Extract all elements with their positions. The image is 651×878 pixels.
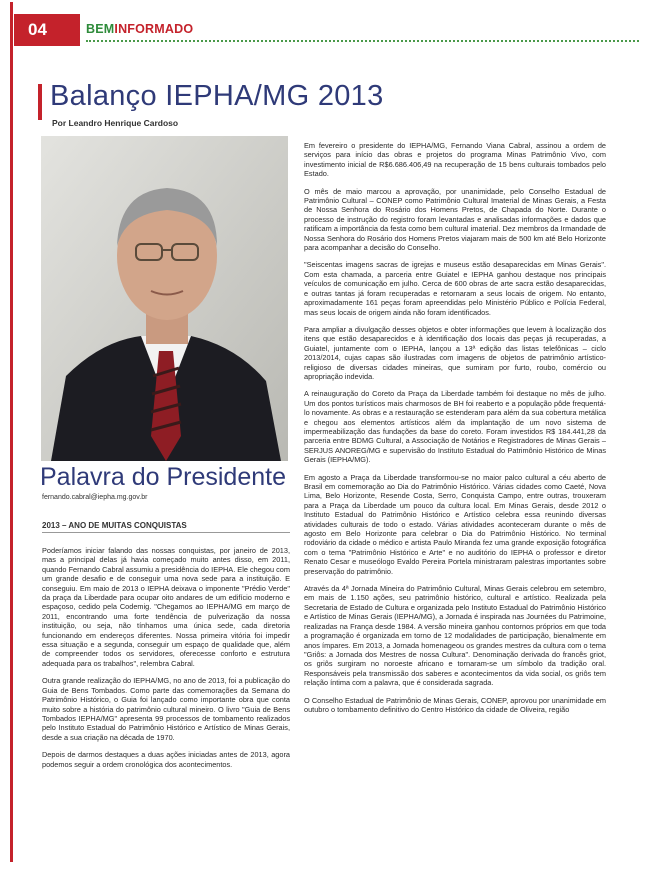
president-portrait-photo [41,136,288,461]
paragraph: A reinauguração do Coreto da Praça da Liberdade também foi destaque no mês de julho. Um dos pontos turísticos mais charmosos de BH foi reaberto e a população pôde frequentá-lo novamente. As obras e a restauração se estenderam para além da sua cobertura metálica e chegou aos elementos artísticos além da implantação de um novo sistema de impermeabilização das fundações da base do coreto. Foram investidos R$ 184.441,28 da parceria entre BDMG Cultural, a Associação de Notários e Registradores de Minas Gerais – SERJUS ANOREG/MG e supervisão do Instituto Estadual do Patrimônio Histórico de Minas Gerais (IEPHA/MG). [304,389,606,465]
left-margin-rule [10,2,13,862]
paragraph: Através da 4ª Jornada Mineira do Patrimônio Cultural, Minas Gerais celebrou em setembro, em mais de 1.150 ações, seu patrimônio histórico, cultural e artístico. Realizada pela Secretaria de Estado de Cultura e organizada pelo Instituto Estadual do Patrimônio Histórico e Artístico de Minas Gerais (IEPHA/MG), a Jornada é inspirada nas Journées du Patrimoine, realizadas na França desde 1984. A versão mineira ganhou contornos próprios em que toda a programação é organizada em torno de 12 modalidades de participação, bienalmente em anos ímpares. Em 2013, a Jornada homenageou os grandes mestres da cultura com o tema "Griôs: a Jornada dos Mestres de nossa Cultura". Denominação derivada do francês griot, os griôs surgiram no noroeste africano e tornaram-se um símbolo da tradição oral. Responsáveis pela transmissão dos saberes e acontecimentos da vida social, os griôs tem relação íntima com a palavra, que é considerada sagrada. [304,584,606,688]
president-section-heading: Palavra do Presidente [40,463,286,491]
paragraph: Outra grande realização do IEPHA/MG, no ano de 2013, foi a publicação do Guia de Bens Tombados. Como parte das comemorações da Semana do Patrimônio Histórico, o Guia foi lançado como importante obra que conta muito sobre a história do patrimônio cultural mineiro. O livro "Guia de Bens Tombados IEPHA/MG" apresenta 99 processos de tombamento realizados pelo Instituto Estadual do Patrimônio Histórico e Artístico de Minas Gerais, desde a sua criação na década de 1970. [42,676,290,742]
subtitle-divider [42,532,290,533]
paragraph: Em agosto a Praça da Liberdade transformou-se no maior palco cultural a céu aberto de Brasil em comemoração ao Dia do Patrimônio Histórico. Várias cidades como Caeté, Nova Lima, Belo Horizonte, Resende Costa, Serro, Conquista Campo, entre outras, trouxeram para a Praça da Liberdade um pouco da cultura local. Em Minas Gerais, desde 2012 o Instituto Estadual do Patrimônio Histórico e Artístico celebra essa reunindo diversas atividades culturais de todo o estado. Várias atividades aconteceram durante o mês de agosto em Belo Horizonte para celebrar o Dia do Patrimônio Histórico. No terminal rodoviário da cidade o médico e artista Paulo Miranda fez uma grande exposição fotográfica com o tema "Patrimônio Histórico e Arte" e no auditório do IEPHA o professor e diretor Renato Cesar e museólogo Evaldo Pereira Portela ministraram palestras importantes sobre preservação do patrimônio. [304,472,606,576]
right-text-column [304,141,606,722]
president-email[interactable]: fernando.cabral@iepha.mg.gov.br [42,494,148,501]
header-dotted-divider [86,40,639,42]
page-number: 04 [14,14,80,46]
brand-part-bem: BEM [86,22,115,36]
article-byline: Por Leandro Henrique Cardoso [52,118,179,128]
brand-part-informado: INFORMADO [114,22,194,36]
left-text-column [42,546,290,777]
section-subtitle: 2013 – ANO DE MUITAS CONQUISTAS [42,521,187,530]
article-title: Balanço IEPHA/MG 2013 [50,80,384,112]
paragraph: O Conselho Estadual de Patrimônio de Minas Gerais, CONEP, aprovou por unanimidade em outubro o tombamento definitivo do Centro Histórico da cidade de Oliveira, região [304,695,606,714]
magazine-brand [86,22,193,36]
paragraph: Depois de darmos destaques a duas ações iniciadas antes de 2013, agora podemos seguir a ordem cronológica dos acontecimentos. [42,750,290,769]
paragraph: Em fevereiro o presidente do IEPHA/MG, Fernando Viana Cabral, assinou a ordem de serviços para início das obras e projetos do programa Minas Patrimônio Vivo, com investimento inicial de R$6.686.406,49 na recuperação de 15 bens culturais tombados pelo Estado. [304,141,606,179]
title-accent-bar [38,84,42,120]
paragraph: Para ampliar a divulgação desses objetos e obter informações que levem à localização dos itens que estão desaparecidos e à identificação dos locais das peças já recuperadas, a Guiatel, juntamente com o IEPHA, lançou a 13ª edição das listas telefônicas – ciclo 2013/2014, cujas capas são ilustradas com imagens de objetos de patrimônio artístico-religioso de diversas cidades mineiras, que sumiram por furto, roubo, comércio ou apropriação indevida. [304,324,606,381]
portrait-illustration [41,136,288,461]
paragraph: O mês de maio marcou a aprovação, por unanimidade, pelo Conselho Estadual de Patrimônio Cultural – CONEP como Patrimônio Cultural Imaterial de Minas Gerais, a Festa de Nossa Senhora do Rosário dos Homens Pretos, de Chapada do Norte. Durante o processo de instrução do registro foram levantadas e analisadas informações e dados que ratificam a importância da festa como bem cultural imaterial. Dez membros da Irmandade de Nossa Senhora do Rosário dos Homens Pretos viajaram mais de 500 km até Belo Horizonte para acompanhar a decisão do Conselho. [304,186,606,253]
paragraph: Poderíamos iniciar falando das nossas conquistas, por janeiro de 2013, mas a principal delas já havia começado muito antes disso, em 2011, quando Fernando Cabral assumiu a presidência do IEPHA. Ele chegou com um grande desafio e de conseguir uma nova sede para a instituição. E conseguiu. Em maio de 2013 o IEPHA deixava o imponente "Prédio Verde" da praça da Liberdade para ocupar oito andares de um edifício moderno e espaçoso, cedido pela Codemig. "Chegamos ao IEPHA/MG em março de 2011, encontrando uma forte tendência de pulverização da nossa instituição, ou seja, não tínhamos uma única sede, cada diretoria funcionando em endereços diferentes. Nossa primeira vitória foi impedir essa situação e a segunda, conseguir um espaço de qualidade que, além de compreender todos os servidores, oferecesse conforto e estrutura adequada para os trabalhos", relembra Cabral. [42,546,290,668]
paragraph: "Seiscentas imagens sacras de igrejas e museus estão desaparecidas em Minas Gerais". Com esta chamada, a parceria entre Guiatel e IEPHA ganhou destaque nos principais veículos de comunicação em julho. Cerca de 600 obras de arte sacra estão desaparecidas, e outras tantas já foram recuperadas e retornaram a seus locais de origem. No entanto, aproximadamente 161 peças foram apreendidas pelo Ministério Público e Polícia Federal, mas seus locais de origem ainda não foram identificados. [304,260,606,317]
